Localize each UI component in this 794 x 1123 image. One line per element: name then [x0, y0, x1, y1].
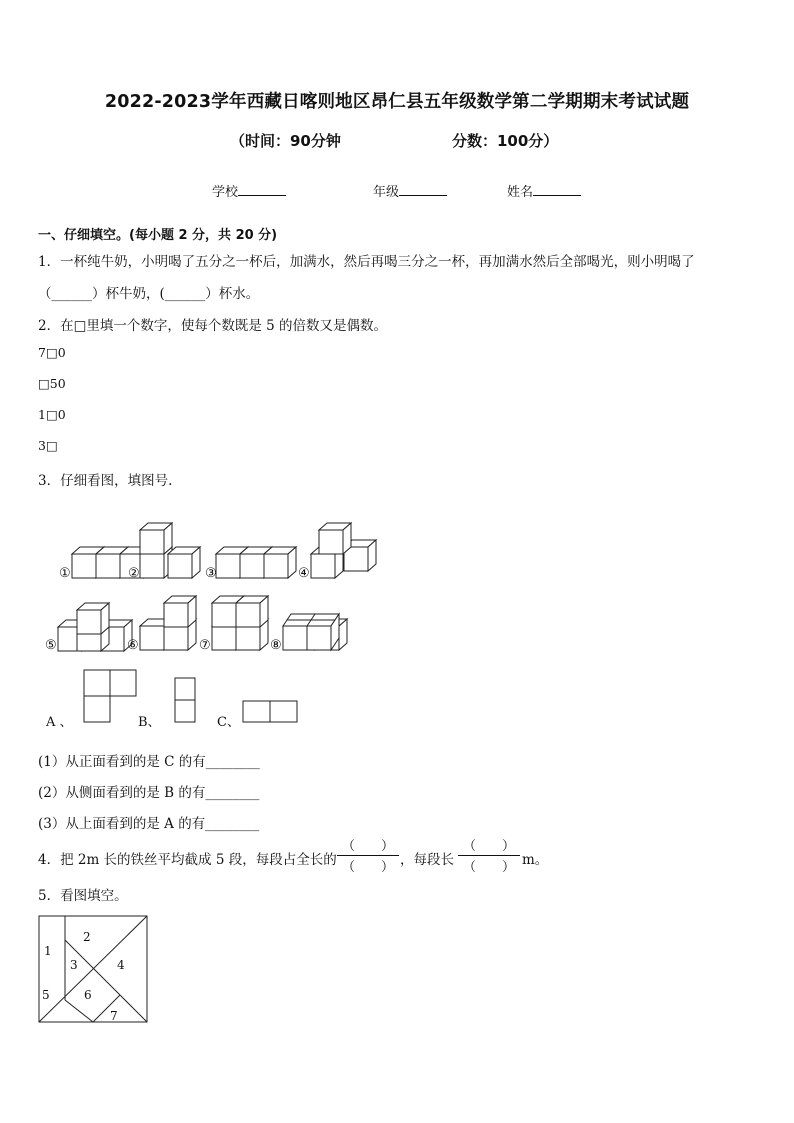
- q4-fraction-2-numerator: （ ）: [462, 839, 515, 854]
- figure-5-cubes: [58, 603, 132, 651]
- figure-8-cubes: [283, 614, 347, 650]
- page-title: 2022-2023学年西藏日喀则地区昂仁县五年级数学第二学期期末考试试题: [104, 92, 690, 112]
- q1-line2: （______）杯牛奶，(______）杯水。: [38, 286, 260, 302]
- q4-fraction-1-denominator: （ ）: [337, 855, 399, 875]
- q5-tangram: [38, 915, 158, 1035]
- school-label: 学校: [212, 185, 239, 200]
- section-1-title: 一、仔细填空。(每小题 2 分，共 20 分): [38, 228, 278, 243]
- figure-label-1: ①: [59, 566, 71, 581]
- q4-fraction-2[interactable]: [458, 835, 520, 875]
- figure-label-3: ③: [205, 566, 217, 581]
- figure-4-cubes: [311, 523, 376, 578]
- name-label: 姓名: [507, 185, 534, 200]
- figure-label-8: ⑧: [270, 638, 282, 653]
- q1-line1: 1．一杯纯牛奶，小明喝了五分之一杯后，加满水，然后再喝三分之一杯，再加满水然后全部喝光，则小明喝了: [38, 254, 695, 270]
- q4-fraction-1-numerator: （ ）: [341, 839, 394, 854]
- figure-2-cubes: [140, 523, 200, 578]
- q3-sub1: (1）从正面看到的是 C 的有________: [38, 754, 260, 770]
- view-label-c: C、: [217, 715, 240, 730]
- q4-text-b: ，每段长: [400, 852, 454, 868]
- q3-text: 3．仔细看图，填图号.: [38, 473, 173, 489]
- tangram-label-5: 5: [42, 988, 50, 1002]
- figure-label-4: ④: [298, 566, 310, 581]
- grade-label: 年级: [373, 185, 400, 200]
- q2-item-3: 1□0: [38, 407, 66, 422]
- exam-score: 分数：100分）: [452, 132, 559, 150]
- view-c-shape: [243, 701, 297, 722]
- figure-label-2: ②: [128, 566, 140, 581]
- q4-fraction-2-denominator: （ ）: [458, 855, 520, 875]
- tangram-label-1: 1: [44, 944, 52, 958]
- q5-text: 5．看图填空。: [38, 888, 128, 904]
- q3-sub3: (3）从上面看到的是 A 的有________: [38, 816, 260, 832]
- q4-text-c: m。: [522, 852, 549, 868]
- q2-item-2: □50: [38, 376, 66, 391]
- exam-time: （时间：90分钟: [230, 132, 341, 150]
- q2-item-1: 7□0: [38, 345, 66, 360]
- q2-item-4: 3□: [38, 438, 58, 453]
- tangram-label-4: 4: [117, 958, 125, 972]
- tangram-label-6: 6: [84, 988, 92, 1002]
- figure-label-7: ⑦: [199, 638, 211, 653]
- view-b-shape: [175, 678, 195, 722]
- figure-label-5: ⑤: [45, 638, 57, 653]
- q4-fraction-1[interactable]: [337, 835, 399, 875]
- figure-6-cubes: [140, 596, 196, 650]
- q4-text-a: 4．把 2m 长的铁丝平均截成 5 段，每段占全长的: [38, 852, 337, 868]
- tangram-label-7: 7: [110, 1009, 118, 1023]
- figure-3-cubes: [216, 547, 296, 578]
- view-label-a: A 、: [46, 715, 73, 730]
- figure-label-6: ⑥: [127, 638, 139, 653]
- q2-text: 2．在□里填一个数字，使每个数既是 5 的倍数又是偶数。: [38, 318, 388, 334]
- view-a-shape: [84, 670, 136, 722]
- view-label-b: B、: [138, 715, 161, 730]
- tangram-label-3: 3: [70, 958, 78, 972]
- tangram-label-2: 2: [83, 930, 91, 944]
- figure-7-cubes: [212, 596, 268, 650]
- q3-sub2: (2）从侧面看到的是 B 的有________: [38, 785, 260, 801]
